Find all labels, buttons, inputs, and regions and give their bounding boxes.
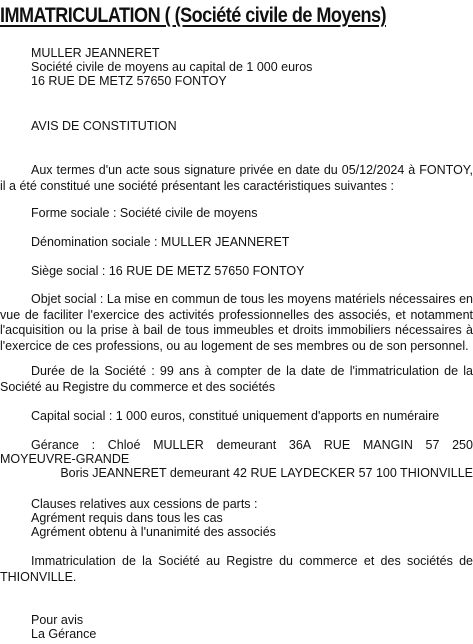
immatriculation-paragraph	[0, 554, 473, 585]
company-name: MULLER JEANNERET	[31, 46, 160, 60]
gerance-word: MANGIN	[362, 438, 413, 452]
objet-paragraph	[0, 292, 473, 354]
gerance-word: Chloé	[107, 438, 141, 452]
pour-avis: Pour avis	[31, 613, 84, 627]
intro-paragraph	[0, 163, 473, 194]
duree-text: Durée de la Société : 99 ans à compter de la date de l'immatriculation de la Société au Registre du commerce et des sociétés	[0, 364, 473, 394]
immatriculation-text: Immatriculation de la Société au Registre du commerce et des sociétés de THIONVILLE.	[0, 554, 473, 584]
forme-sociale: Forme sociale : Société civile de moyens	[31, 206, 258, 220]
company-address: 16 RUE DE METZ 57650 FONTOY	[31, 74, 227, 88]
gerance-word: 36A	[288, 438, 312, 452]
capital-social: Capital social : 1 000 euros, constitué uniquement d'apports en numéraire	[31, 409, 440, 423]
objet-text: Objet social : La mise en commun de tous les moyens matériels nécessaires en vue de faciliter l'exercice des activités professionnelles des associés, et notamment l'acquisition ou la prise à bail de tous immeubles et droits immobiliers nécessaires à l'exercice de ces professions, ou au logement de ses membres ou de son personnel.	[0, 292, 473, 353]
gerance-word: Gérance	[31, 438, 79, 452]
gerance-word: 250	[452, 438, 473, 452]
denomination-sociale: Dénomination sociale : MULLER JEANNERET	[31, 235, 290, 249]
gerance-word: :	[91, 438, 96, 452]
gerance-word: demeurant	[216, 438, 277, 452]
gerance-word: RUE	[323, 438, 351, 452]
signature: La Gérance	[31, 627, 97, 641]
notice-type: AVIS DE CONSTITUTION	[31, 119, 177, 133]
gerance-word: MULLER	[153, 438, 204, 452]
clauses-title: Clauses relatives aux cessions de parts :	[31, 497, 258, 511]
gerance-second-manager: Boris JEANNERET demeurant 42 RUE LAYDECKER 57 100 THIONVILLE	[60, 466, 473, 480]
gerance-line	[31, 438, 473, 452]
gerance-word: 57	[425, 438, 440, 452]
clauses-agrement-2: Agrément obtenu à l'unanimité des associés	[31, 525, 276, 539]
gerance-city: MOYEUVRE-GRANDE	[0, 452, 130, 466]
page-title: IMMATRICULATION ( (Société civile de Moyens)	[0, 4, 387, 27]
company-type: Société civile de moyens au capital de 1 000 euros	[31, 60, 313, 74]
clauses-agrement-1: Agrément requis dans tous les cas	[31, 511, 223, 525]
intro-text: Aux termes d'un acte sous signature privée en date du 05/12/2024 à FONTOY, il a été constitué une société présentant les caractéristiques suivantes :	[0, 163, 473, 193]
duree-paragraph	[0, 364, 473, 395]
siege-social: Siège social : 16 RUE DE METZ 57650 FONTOY	[31, 264, 305, 278]
